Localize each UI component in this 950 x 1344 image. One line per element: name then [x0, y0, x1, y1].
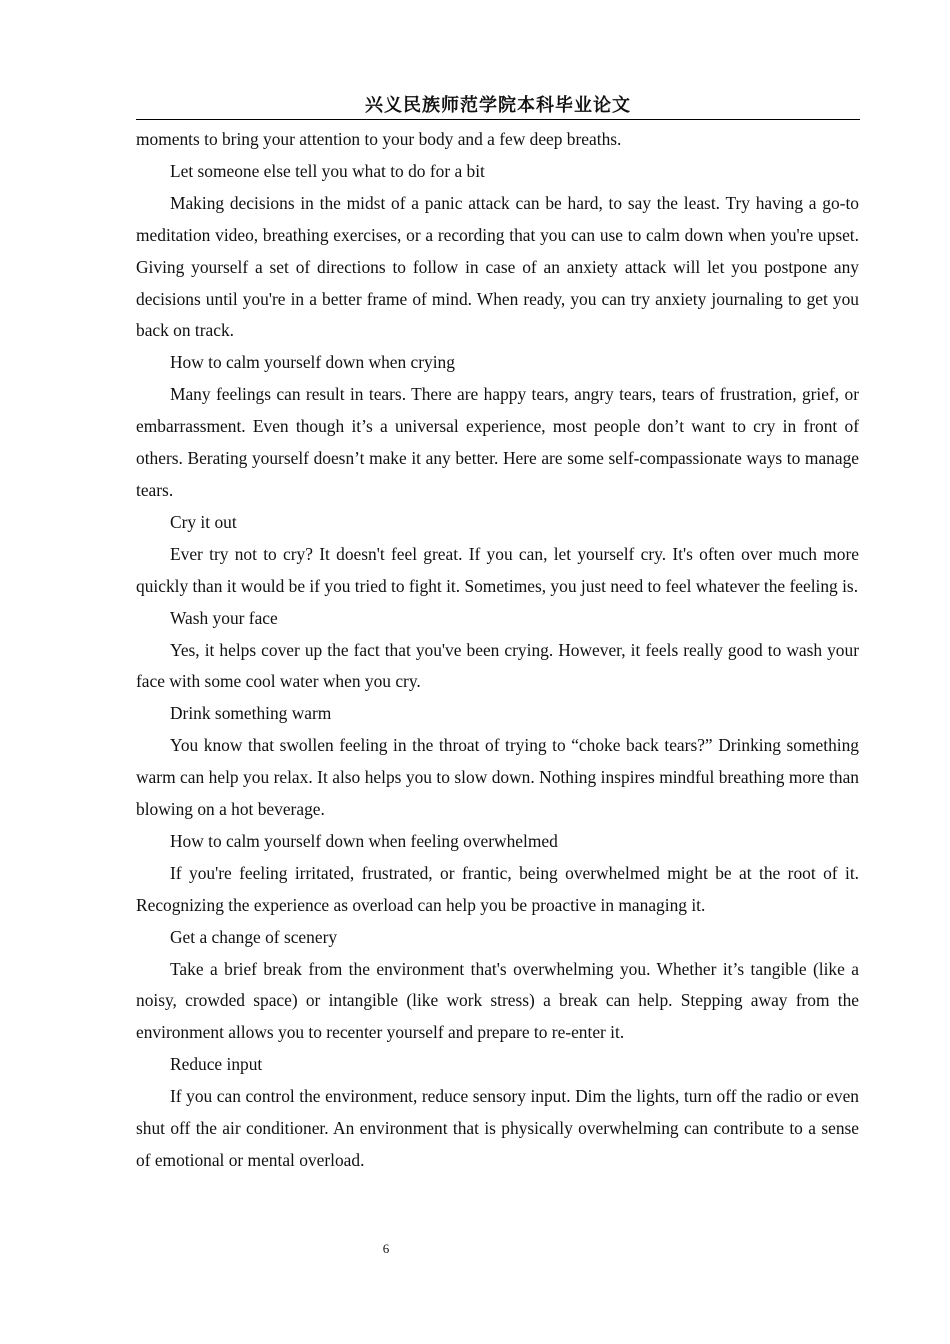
paragraph: Many feelings can result in tears. There are happy tears, angry tears, tears of frustration, grief, or embarrassment. Even though it’s a universal experience, most people don’t want to cry in front of others. Berating yourself doesn’t make it any better. Here are some self-compassionate ways to manage tears.: [136, 384, 859, 500]
page-header-title: 兴义民族师范学院本科毕业论文: [136, 94, 860, 120]
paragraph-continued: moments to bring your attention to your body and a few deep breaths.: [136, 129, 622, 149]
paragraph: Take a brief break from the environment that's overwhelming you. Whether it’s tangible (like a noisy, crowded space) or intangible (like work stress) a break can help. Stepping away from the environment allows you to recenter yourself and prepare to re-enter it.: [136, 958, 859, 1043]
paragraph: Yes, it helps cover up the fact that you've been crying. However, it feels really good to wash your face with some cool water when you cry.: [136, 639, 859, 692]
paragraph: Ever try not to cry? It doesn't feel great. If you can, let yourself cry. It's often over much more quickly than it would be if you tried to fight it. Sometimes, you just need to feel whatever the feeling is.: [136, 543, 859, 596]
paragraph: If you're feeling irritated, frustrated, or frantic, being overwhelmed might be at the root of it. Recognizing the experience as overload can help you be proactive in managing it.: [136, 862, 859, 915]
subheading-calm-when-crying: How to calm yourself down when crying: [170, 352, 455, 373]
subheading-cry-it-out: Cry it out: [170, 511, 237, 532]
page-number: 6: [382, 1241, 390, 1256]
subheading-change-of-scenery: Get a change of scenery: [170, 926, 338, 947]
subheading-wash-your-face: Wash your face: [170, 607, 278, 628]
subheading-let-someone-else: Let someone else tell you what to do for a bit: [170, 160, 485, 181]
subheading-drink-something-warm: Drink something warm: [170, 703, 332, 724]
document-body: [136, 124, 859, 1177]
subheading-reduce-input: Reduce input: [170, 1054, 263, 1075]
paragraph: Making decisions in the midst of a panic attack can be hard, to say the least. Try having a go-to meditation video, breathing exercises, or a recording that you can use to calm down when you're upset. Giving yourself a set of directions to follow in case of an anxiety attack will let you postpone any decisions until you're in a better frame of mind. When ready, you can try anxiety journaling to get you back on track.: [136, 192, 859, 341]
paragraph: If you can control the environment, reduce sensory input. Dim the lights, turn off the radio or even shut off the air conditioner. An environment that is physically overwhelming can contribute to a sense of emotional or mental overload.: [136, 1086, 859, 1170]
subheading-calm-when-overwhelmed: How to calm yourself down when feeling overwhelmed: [170, 830, 558, 851]
paragraph: You know that swollen feeling in the throat of trying to “choke back tears?” Drinking something warm can help you relax. It also helps you to slow down. Nothing inspires mindful breathing more than blowing on a hot beverage.: [136, 735, 859, 820]
